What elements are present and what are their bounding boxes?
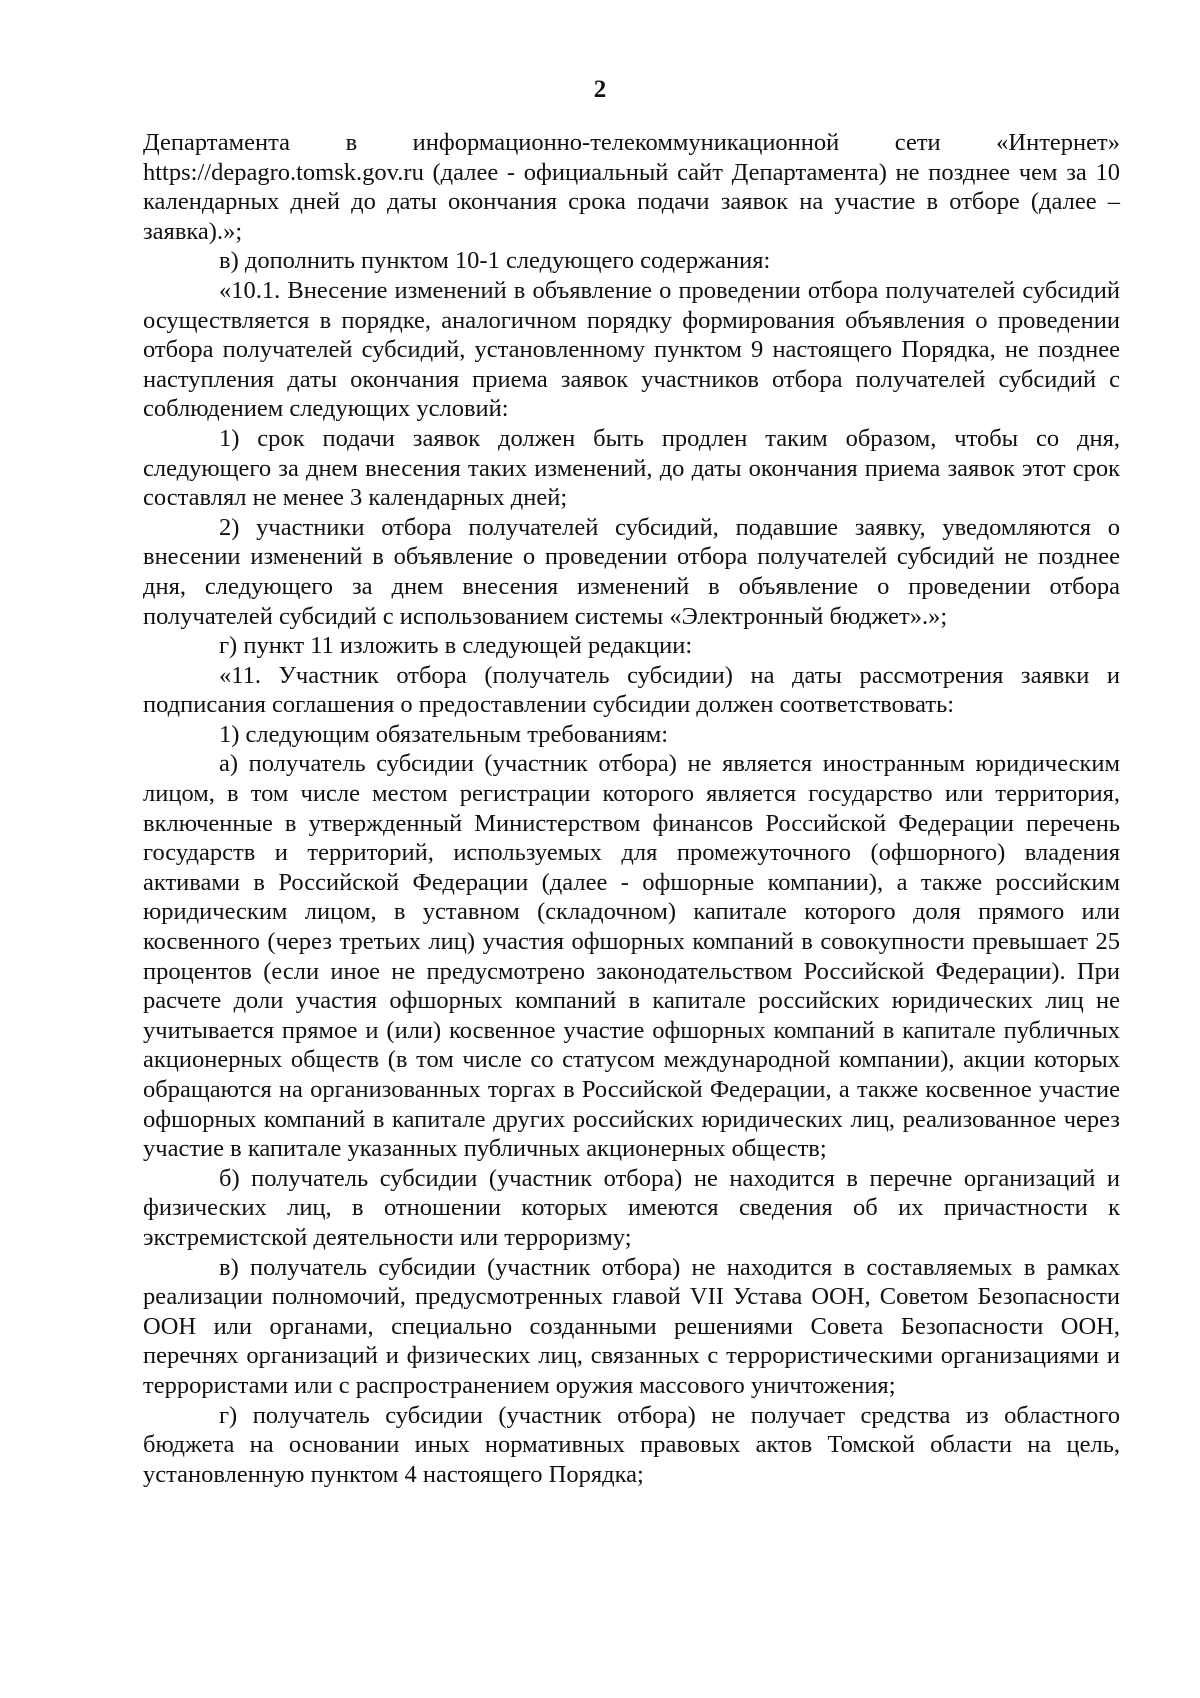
paragraph: в) дополнить пунктом 10-1 следующего содержания: [219,247,771,275]
paragraph-continuation: Департамента в информационно-телекоммуникационной сети «Интернет» https://depagro.tomsk.gov.ru (далее - официальный сайт Департамента) не позднее чем за 10 календарных дней до даты окончания срока подачи заявок на участие в отборе (далее – заявка).»; [143,129,1120,245]
paragraph: в) получатель субсидии (участник отбора) не находится в составляемых в рамках реализации полномочий, предусмотренных главой VII Устава ООН, Советом Безопасности ООН или органами, специально созданными решениями Совета Безопасности ООН, перечнях организаций и физических лиц, связанных с террористическими организациями и террористами или с распространением оружия массового уничтожения; [143,1253,1120,1399]
paragraph: 1) следующим обязательным требованиям: [219,720,669,748]
page-number: 2 [593,76,607,103]
paragraph: 1) срок подачи заявок должен быть продлен таким образом, чтобы со дня, следующего за днем внесения таких изменений, до даты окончания приема заявок этот срок составлял не менее 3 календарных дней; [143,424,1120,512]
paragraph: а) получатель субсидии (участник отбора) не является иностранным юридическим лицом, в том числе местом регистрации которого является государство или территория, включенные в утвержденный Министерством финансов Российской Федерации перечень государств и территорий, используемых для промежуточного (офшорного) владения активами в Российской Федерации (далее - офшорные компании), а также российским юридическим лицом, в уставном (складочном) капитале которого доля прямого или косвенного (через третьих лиц) участия офшорных компаний в совокупности превышает 25 процентов (если иное не предусмотрено законодательством Российской Федерации). При расчете доли участия офшорных компаний в капитале российских юридических лиц не учитывается прямое и (или) косвенное участие офшорных компаний в капитале публичных акционерных обществ (в том числе со статусом международной компании), акции которых обращаются на организованных торгах в Российской Федерации, а также косвенное участие офшорных компаний в капитале других российских юридических лиц, реализованное через участие в капитале указанных публичных акционерных обществ; [143,750,1120,1163]
paragraph: «10.1. Внесение изменений в объявление о проведении отбора получателей субсидий осуществляется в порядке, аналогичном порядку формирования объявления о проведении отбора получателей субсидий, установленному пунктом 9 настоящего Порядка, не позднее наступления даты окончания приема заявок участников отбора получателей субсидий с соблюдением следующих условий: [143,276,1120,423]
paragraph: б) получатель субсидии (участник отбора) не находится в перечне организаций и физических лиц, в отношении которых имеются сведения об их причастности к экстремистской деятельности или терроризму; [143,1164,1120,1251]
paragraph: г) получатель субсидии (участник отбора) не получает средства из областного бюджета на основании иных нормативных правовых актов Томской области на цель, установленную пунктом 4 настоящего Порядка; [143,1401,1120,1488]
document-body [143,128,1120,1489]
paragraph: г) пункт 11 изложить в следующей редакции: [219,632,693,660]
paragraph: «11. Участник отбора (получатель субсидии) на даты рассмотрения заявки и подписания соглашения о предоставлении субсидии должен соответствовать: [143,661,1120,719]
paragraph: 2) участники отбора получателей субсидий, подавшие заявку, уведомляются о внесении изменений в объявление о проведении отбора получателей субсидий не позднее дня, следующего за днем внесения изменений в объявление о проведении отбора получателей субсидий с использованием системы «Электронный бюджет».»; [143,513,1120,630]
